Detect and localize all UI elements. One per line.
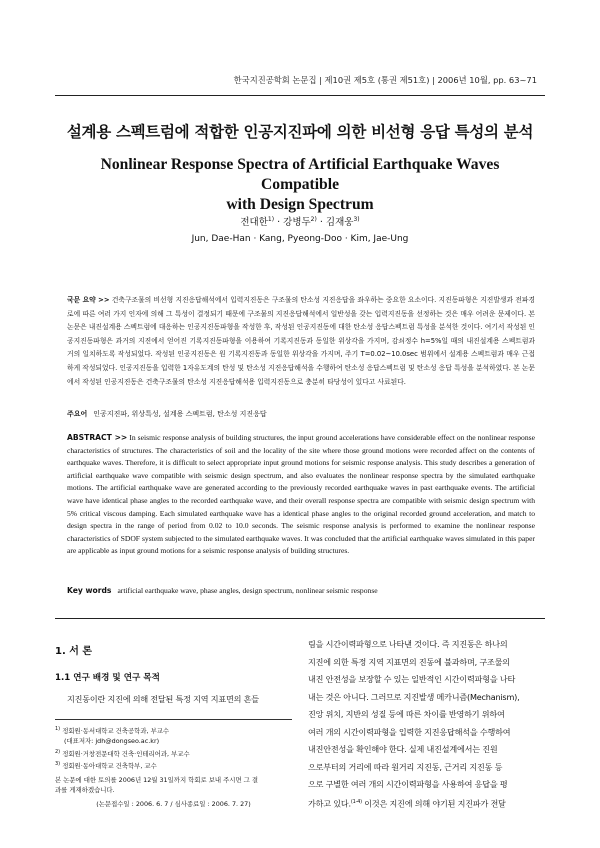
- body-text-line: 림을 시간이력파형으로 나타낸 것이다. 즉 지진동은 하나의: [308, 639, 508, 649]
- english-abstract-text: In seismic response analysis of building structures, the input ground accelerations have considerable effect on the nonlinear response characteristics of structures. The characteristics of soil and the locality of the site where those ground motions were recorded affect on the contents of earthquake waves. Therefore, it is difficult to select appropriate input ground motions for seismic response analysis. This study describes a generation of artificial earthquake wave compatible with seismic design spectrum, and also evaluates the nonlinear response spectra by the simulated earthquake motions. The artificial earthquake wave are generated according to the previously recorded earthquake waves in past earthquake events. The artificial wave have identical phase angles to the recorded earthquake wave, and their overall response spectra are compatible with seismic design spectrum with 5% critical viscous damping. Each simulated earthquake wave has a identical phase angles to the original recorded ground acceleration, and match to design spectra in the range of period from 0.02 to 10.0 seconds. The seismic response analysis is performed to examine the nonlinear response characteristics of SDOF system subjected to the simulated earthquake waves. It was concluded that the artificial earthquake waves simulated in this paper are applicable as input ground motions for a seismic response analysis of building structures.: [67, 433, 535, 556]
- footnote-1-text: 정회원·동서대학교 건축공학과, 부교수: [62, 726, 170, 735]
- author-name: 강병두: [283, 217, 311, 228]
- english-keywords-text: artificial earthquake wave, phase angles, design spectrum, nonlinear seismic response: [117, 586, 378, 595]
- journal-header: 한국지진공학회 논문집 | 제10권 제5호 (통권 제51호) | 2006년 10월, pp. 63~71: [233, 75, 537, 85]
- section-heading: 1. 서 론: [55, 646, 93, 657]
- body-text-line: 내진안전성을 확인해야 한다. 실제 내진설계에서는 진원: [308, 744, 498, 754]
- english-keywords-label: Key words: [67, 586, 112, 595]
- author-affil-mark: 1): [267, 215, 275, 223]
- discussion-note-1: 본 논문에 대한 토의를 2006년 12월 31일까지 학회로 보내 주시면 그 결: [55, 775, 259, 784]
- subsection-heading: 1.1 연구 배경 및 연구 목적: [55, 673, 160, 683]
- author-name: 김재웅: [325, 217, 354, 228]
- footnote-1: [55, 724, 292, 737]
- footnote-2: [55, 747, 292, 760]
- body-text-line: 내진 안전성을 보장할 수 있는 일반적인 시간이력파형을 나타: [308, 674, 516, 684]
- footnote-mark: 1): [55, 725, 61, 732]
- korean-keywords: [67, 408, 535, 422]
- footnote-mark: 2): [55, 748, 61, 755]
- english-abstract-label: ABSTRACT >>: [67, 433, 128, 442]
- abstract-block: [55, 288, 545, 610]
- discussion-note-2: 과를 게재하겠습니다.: [55, 786, 115, 795]
- authors-english: Jun, Dae-Han · Kang, Pyeong-Doo · Kim, Jae-Ung: [191, 234, 409, 244]
- received-dates: (논문접수일 : 2006. 6. 7 / 심사종료일 : 2006. 7. 27): [96, 799, 251, 808]
- english-keywords: [67, 584, 535, 598]
- footnote-mark: 3): [55, 761, 61, 768]
- body-text-line: 여러 개의 시간이력파형을 입력한 지진응답해석을 수행하여: [308, 726, 511, 737]
- korean-abstract-text: 건축구조물의 비선형 지진응답해석에서 입력지진동은 구조물의 탄소성 지진응답을 좌우하는 중요한 요소이다. 지진동파형은 지진발생과 전파경로에 따른 여러 가지 인자에 의해 그 특성이 결정되기 때문에 구조물의 지진응답해석에서 일반성을 갖는 입력지진동을 선정하는 것은 매우 어려운 문제이다. 본 논문은 내진설계용 스펙트럼에 대응하는 인공지진동파형을 작성한 후, 작성된 인공지진동에 대한 탄소성 응답스펙트럼 특성을 분석한 것이다. 여기서 작성된 인공지진동파형은 과거의 지진에서 얻어진 기록지진동파형을 이용하여 기록지진동과 동일한 위상각을 가지며, 감쇠정수 h=5%일 때의 내진설계용 스펙트럼과 거의 일치하도록 작성되었다. 작성된 인공지진동은 원 기록지진동과 동일한 위상각을 가지며, 주기 T=0.02~10.0sec 범위에서 설계용 스펙트럼과 매우 근접하게 작성되었다. 인공지진동을 입력한 1자유도계의 탄성 및 탄소성 지진응답해석을 수행하여 탄소성 응답스펙트럼 및 탄소성 응답 특성을 분석하였다. 본 논문에서 작성된 인공지진동은 건축구조물의 탄소성 지진응답해석용 입력지진동으로 충분히 타당성이 있다고 사료된다.: [67, 296, 535, 386]
- korean-keywords-text: 인공지진파, 위상특성, 설계용 스펙트럼, 탄소성 지진응답: [93, 410, 267, 418]
- footnote-3-text: 정회원·동아대학교 건축학부, 교수: [62, 762, 157, 771]
- body-text-fragment: 이것은 지진에 의해 야기된 지진파가 전달: [361, 798, 506, 809]
- korean-keywords-label: 주요어: [67, 410, 88, 418]
- english-abstract: [67, 432, 535, 558]
- korean-abstract: [67, 294, 535, 389]
- footnote-2-text: 정회원·거창전문대학 건축·인테리어과, 부교수: [62, 749, 190, 758]
- author-name: 전대한: [240, 217, 268, 228]
- english-title: [60, 155, 540, 215]
- authors-korean: [0, 214, 600, 228]
- left-column: [55, 642, 292, 809]
- body-text-line: 으로 구별한 여러 개의 시간이력파형을 사용하여 응답을 평: [308, 779, 508, 789]
- english-title-line2: with Design Spectrum: [226, 196, 374, 213]
- body-text-line: [308, 794, 546, 813]
- abstract-bottom-rule: [55, 618, 545, 619]
- footnote-1-contact: (대표저자: jdh@dongseo.ac.kr): [64, 737, 160, 746]
- korean-title: 설계용 스펙트럼에 적합한 인공지진파에 의한 비선형 응답 특성의 분석: [66, 123, 534, 141]
- author-affil-mark: 2): [310, 215, 317, 223]
- footnote-3: [55, 759, 292, 772]
- footnote-rule: [55, 719, 292, 720]
- body-text-line: 진앙 위치, 지반의 성질 등에 따른 차이를 반영하기 위하여: [308, 709, 505, 719]
- body-text-fragment: 가하고 있다.: [308, 798, 351, 809]
- author-affil-mark: 3): [353, 215, 360, 223]
- body-text-line: 지진동이란 지진에 의해 전달된 특정 지역 지표면의 흔들: [67, 694, 259, 704]
- author-separator: ·: [274, 217, 284, 228]
- english-title-line1: Nonlinear Response Spectra of Artificial Earthquake Waves Compatible: [100, 156, 500, 193]
- right-column: [308, 636, 546, 813]
- author-separator: ·: [316, 217, 326, 228]
- body-text-line: 으로부터의 거리에 따라 원거리 지진동, 근거리 지진동 등: [308, 761, 503, 772]
- citation-reference: (1-4): [350, 798, 362, 805]
- korean-abstract-label: 국문 요약 >>: [67, 296, 110, 304]
- header-rule: [55, 95, 545, 96]
- body-text-line: 지진에 의한 특정 지역 지표면의 진동에 불과하며, 구조물의: [308, 656, 510, 667]
- body-text-line: 내는 것은 아니다. 그러므로 지진발생 메카니즘(Mechanism),: [308, 691, 520, 702]
